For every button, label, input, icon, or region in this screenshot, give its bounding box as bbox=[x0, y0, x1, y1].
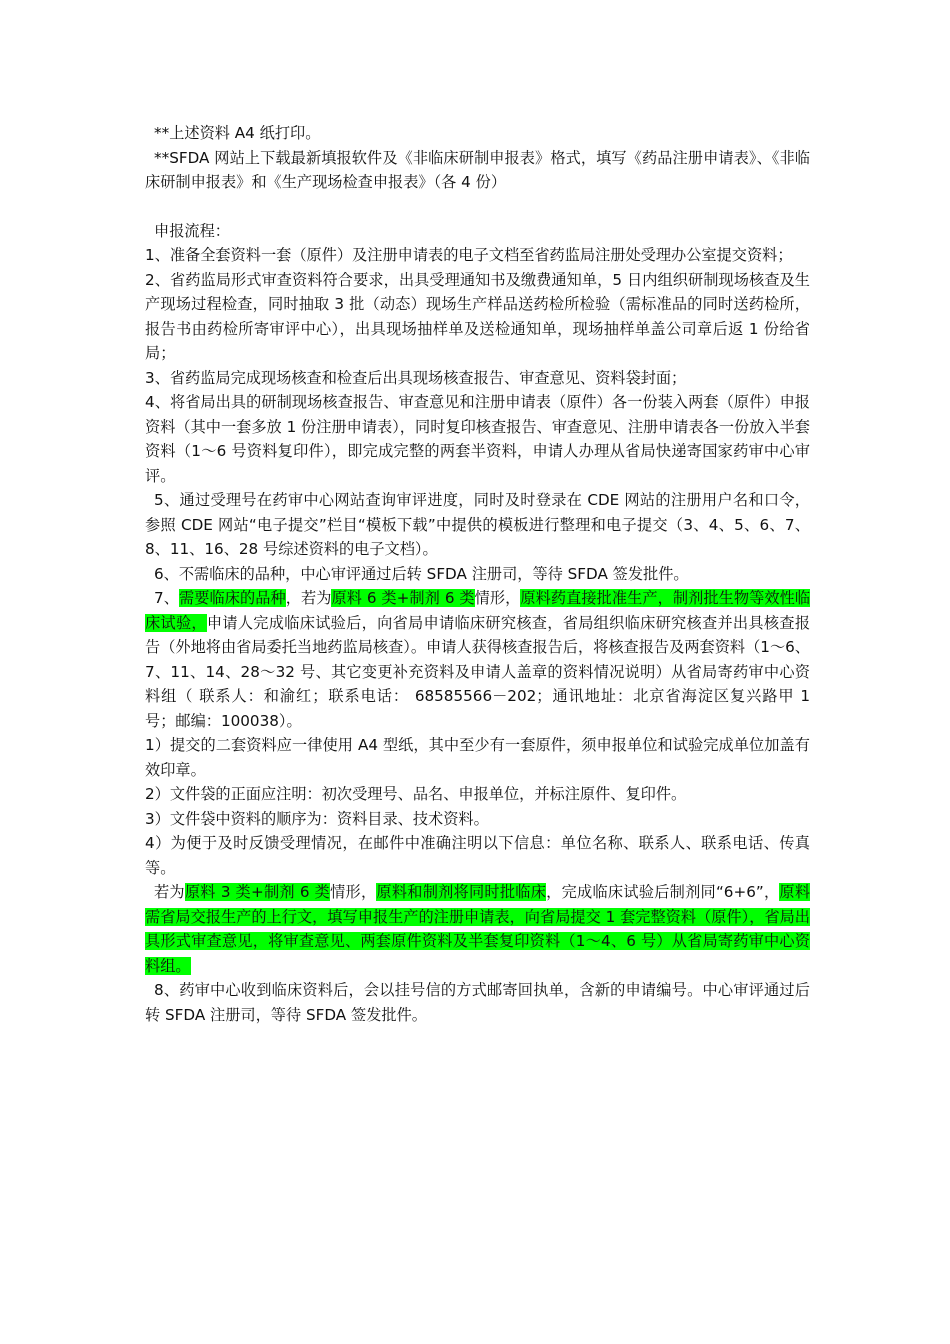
text-run: 情形， bbox=[330, 883, 377, 901]
paragraph bbox=[145, 807, 810, 832]
text-run: 2、省药监局形式审查资料符合要求，出具受理通知书及缴费通知单，5 日内组织研制现场核查及生产现场过程检查，同时抽取 3 批（动态）现场生产样品送药检所检验（需标准品的同时送药检所，报告书由药检所寄审评中心），出具现场抽样单及送检通知单，现场抽样单盖公司章后返 1 份给省局； bbox=[145, 270, 810, 362]
text-run: **上述资料 A4 纸打印。 bbox=[154, 124, 321, 142]
text-run: ，完成临床试验后制剂同“6+6”， bbox=[546, 883, 780, 901]
text-run: 情形， bbox=[474, 589, 521, 607]
paragraph bbox=[145, 733, 810, 782]
text-run: 7、 bbox=[154, 589, 179, 607]
text-run: **SFDA 网站上下载最新填报软件及《非临床研制申报表》格式，填写《药品注册申请表》、《非临床研制申报表》和《生产现场检查申报表》（各 4 份） bbox=[145, 148, 810, 191]
text-run: 6、不需临床的品种，中心审评通过后转 SFDA 注册司，等待 SFDA 签发批件。 bbox=[154, 564, 689, 583]
highlighted-text: 原料需省局交报生产的上行文，填写申报生产的注册申请表，向省局提交 1 套完整资料（原件），省局出具形式审查意见，将审查意见、两套原件资料及半套复印资料（1～4、6 号）从省局寄药审中心资料组。 bbox=[145, 883, 811, 975]
highlighted-text: 原料 3 类+制剂 6 类 bbox=[184, 883, 331, 901]
paragraph bbox=[145, 146, 810, 195]
text-run: 3）文件袋中资料的顺序为：资料目录、技术资料。 bbox=[145, 809, 489, 828]
paragraph bbox=[145, 366, 810, 391]
paragraph bbox=[145, 390, 810, 488]
paragraph-spacer bbox=[145, 195, 810, 219]
text-run: 1、准备全套资料一套（原件）及注册申请表的电子文档至省药监局注册处受理办公室提交资料； bbox=[145, 246, 793, 264]
text-run: 3、省药监局完成现场核查和检查后出具现场核查报告、审查意见、资料袋封面； bbox=[145, 368, 687, 387]
text-run: 8、药审中心收到临床资料后，会以挂号信的方式邮寄回执单，含新的申请编号。中心审评通过后转 SFDA 注册司，等待 SFDA 签发批件。 bbox=[145, 981, 810, 1024]
paragraph bbox=[145, 978, 810, 1027]
paragraph bbox=[145, 586, 810, 733]
paragraph bbox=[145, 782, 810, 807]
highlighted-text: 原料药直接批准生产，制剂批生物等效性临床试验， bbox=[145, 589, 811, 632]
text-run: ，若为 bbox=[285, 589, 332, 607]
paragraph bbox=[145, 121, 810, 146]
text-run: 若为 bbox=[154, 883, 185, 901]
text-run: 4、将省局出具的研制现场核查报告、审查意见和注册申请表（原件）各一份装入两套（原件）申报资料（其中一套多放 1 份注册申请表），同时复印核查报告、审查意见、注册申请表各一份放入半套资料（1～6 号资料复印件），即完成完整的两套半资料，申请人办理从省局快递寄国家药审中心审评。 bbox=[145, 393, 810, 485]
paragraph bbox=[145, 268, 810, 366]
highlighted-text: 原料 6 类+制剂 6 类 bbox=[331, 589, 475, 607]
text-run: 申报流程： bbox=[154, 221, 230, 240]
text-run: 申请人完成临床试验后，向省局申请临床研究核查，省局组织临床研究核查并出具核查报告（外地将由省局委托当地药监局核查）。申请人获得核查报告后，将核查报告及两套资料（1～6、7、11、14、28～32 号、其它变更补充资料及申请人盖章的资料情况说明）从省局寄药审中心资料组（ 联系人：和渝红；联系电话： 68585566－202；通讯地址：北京省海淀区复兴路甲 1 号；邮编：100038）。 bbox=[145, 613, 811, 730]
text-run: 4）为便于及时反馈受理情况，在邮件中准确注明以下信息：单位名称、联系人、联系电话、传真等。 bbox=[145, 834, 810, 877]
highlighted-text: 原料和制剂将同时批临床 bbox=[376, 883, 547, 901]
paragraph bbox=[145, 243, 810, 268]
paragraph bbox=[145, 880, 810, 978]
paragraph bbox=[145, 219, 810, 244]
text-run: 1）提交的二套资料应一律使用 A4 型纸，其中至少有一套原件，须申报单位和试验完成单位加盖有效印章。 bbox=[145, 736, 810, 779]
text-run: 5、通过受理号在药审中心网站查询审评进度，同时及时登录在 CDE 网站的注册用户名和口令，参照 CDE 网站“电子提交”栏目“模板下载”中提供的模板进行整理和电子提交（3、4、5、6、7、8、11、16、28 号综述资料的电子文档）。 bbox=[145, 491, 810, 558]
paragraph bbox=[145, 488, 810, 562]
highlighted-text: 需要临床的品种 bbox=[178, 589, 286, 607]
document-body bbox=[145, 121, 810, 1027]
paragraph bbox=[145, 831, 810, 880]
text-run: 2）文件袋的正面应注明：初次受理号、品名、申报单位，并标注原件、复印件。 bbox=[145, 785, 687, 803]
paragraph bbox=[145, 562, 810, 587]
